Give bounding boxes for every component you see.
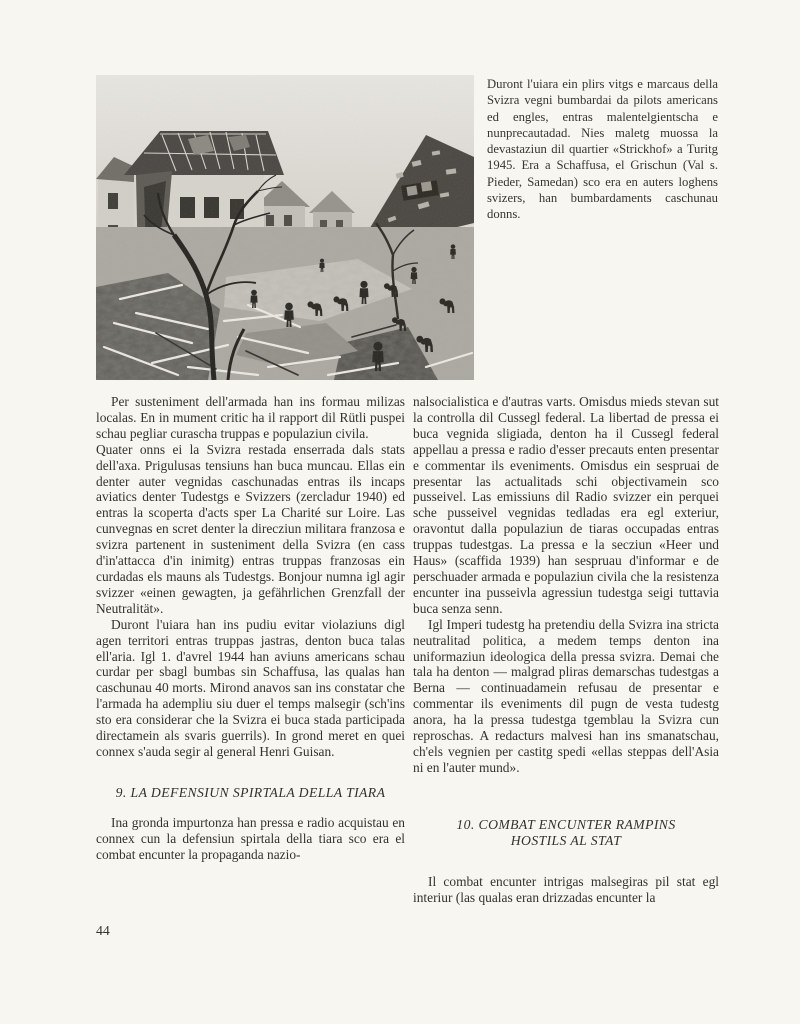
heading-line: 10. COMBAT ENCUNTER RAMPINS [456,816,676,832]
page-number: 44 [96,923,110,938]
text-column-left [96,394,405,862]
paragraph: Ina gronda impurtonza han pressa e radio acquistau en connex cun la defensiun spirtala della tiara sco era el combat encunter la propaganda nazio- [96,814,405,862]
section-heading-10 [413,817,719,850]
paragraph: Il combat encunter intrigas malsegiras pil stat egl interiur (las qualas eran drizzadas encunter la [413,873,719,905]
photo-caption: Duront l'uiara ein plirs vitgs e marcaus della Svizra vegni bumbardai da pilots americans ed engles, entras malentelgientscha e nunprecautadad. Nies maletg muossa la devastaziun dil quartier «Strickhof» a Turitg 1945. Era a Schaffusa, el Grischun (Val s. Pieder, Samedan) sco era en auters loghens svizers, han bumbardaments caschunau donns. [487,77,718,222]
heading-line: HOSTILS AL STAT [510,833,622,849]
paragraph: nalsocialistica e d'autras varts. Omisdus mieds stevan sut la controlla dil Cussegl federal. La libertad de pressa ei buca vegnida sligiada, denton ha il Cussegl federal appellau a pressa e radio d'esser precauts enten presentar e commentar ils eveniments. Omisdus ein sespruai de presentar las actualitads schi objectivamein sco pusseivel. Las emissiuns dil Radio svizzer ein perquei sche pusseivel vegnidas tedladas era egl exteriur, oravontut dalla populaziun de tiaras occupadas entras truppas tudestgas. La pressa e la secziun «Heer und Haus» (scaffida 1939) han sespruau d'informar e de perschuader armada e populaziun civila che la resistenza encunter ina pusseivla agressiun tudestga seigi tuttavia buca senza senn. [413,394,719,616]
paragraph: Duront l'uiara han ins pudiu evitar violaziuns digl agen territori entras truppas jastras, denton buca talas ell'aria. Igl 1. d'avrel 1944 han aviuns americans schau curdar per sbagl bumbas sin Schaffusa, las qualas han caschunau 40 morts. Mirond anavos san ins constatar che l'armada ha adempliu siu duer el temps malsegir (sch'ins sto era considerar che la Svizra ei buca stada participada directamein als svaris guerrils). In grond meret en quei connex s'auda segir al general Henri Guisan. [96,616,405,759]
text-column-right [413,394,719,906]
bombed-district-photo [96,75,474,380]
section-heading-9: 9. LA DEFENSIUN SPIRTALA DELLA TIARA [115,784,386,800]
paragraph: Quater onns ei la Svizra restada enserrada dals stats dell'axa. Prigulusas tensiuns han buca muncau. Ellas ein denter auter vegnidas caschunadas entras ils incaps aviatics denter Tudestgs e Svizzers (zercladur 1940) ed entras la scoperta d'acts sper La Charité sur Loire. Las cunvegnas en scret denter la direcziun militara franzosa e svizra partenent in susteniment della Svizra (en cass d'in'attacca d'in inimitg) entras truppas franzosas ein curdadas els mauns als Tudestgs. Bonjour numna igl agir svizzer «einen gewagten, ja gefährlichen Grenzfall der Neutralität». [96,441,405,616]
paragraph: Igl Imperi tudestg ha pretendiu della Svizra ina stricta neutralitad politica, a medem temps denton ina uniformaziun ideologica della pressa svizra. Demai che tala ha denton — malgrad pliras demarschas tudestgas a Berna — continuadamein refusau de presentar e commentar ils eveniments dil pugn de vesta tudestg anora, ha la pressa tudestga tgemblau la Svizra cun reproschas. A redacturs malvesi han ins smanatschau, ch'els vegnien per castitg spedi «ellas steppas dell'Asia ni en l'auter mund». [413,616,719,775]
paragraph: Per susteniment dell'armada han ins formau milizas localas. En in mument critic ha il rapport dil Rütli puspei schau pegliar curascha truppas e populaziun civila. [96,394,405,441]
